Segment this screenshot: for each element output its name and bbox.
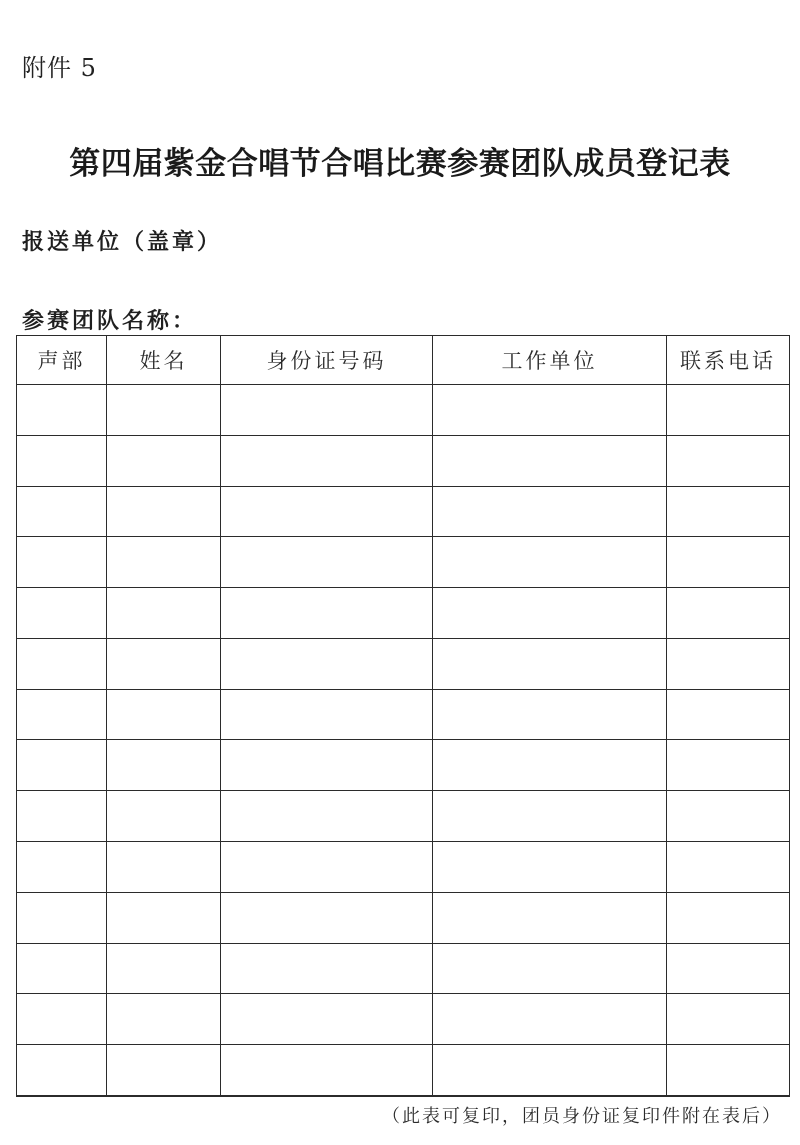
name-cell[interactable] <box>107 994 221 1045</box>
column-header-phone: 联系电话 <box>667 336 790 385</box>
column-header-id-number: 身份证号码 <box>221 336 433 385</box>
work-unit-cell[interactable] <box>433 943 667 994</box>
id-number-cell[interactable] <box>221 435 433 486</box>
name-cell[interactable] <box>107 892 221 943</box>
work-unit-cell[interactable] <box>433 588 667 639</box>
attachment-label: 附件 5 <box>22 54 97 82</box>
voice-part-cell[interactable] <box>17 740 107 791</box>
submitting-unit-label: 报送单位（盖章） <box>22 229 223 255</box>
table-row <box>17 588 790 639</box>
id-number-cell[interactable] <box>221 689 433 740</box>
id-number-cell[interactable] <box>221 842 433 893</box>
table-row <box>17 435 790 486</box>
voice-part-cell[interactable] <box>17 435 107 486</box>
name-cell[interactable] <box>107 537 221 588</box>
table-row <box>17 892 790 943</box>
table-row <box>17 1045 790 1096</box>
phone-cell[interactable] <box>667 994 790 1045</box>
phone-cell[interactable] <box>667 689 790 740</box>
work-unit-cell[interactable] <box>433 892 667 943</box>
work-unit-cell[interactable] <box>433 385 667 436</box>
voice-part-cell[interactable] <box>17 638 107 689</box>
voice-part-cell[interactable] <box>17 892 107 943</box>
phone-cell[interactable] <box>667 740 790 791</box>
table-row <box>17 486 790 537</box>
work-unit-cell[interactable] <box>433 740 667 791</box>
phone-cell[interactable] <box>667 943 790 994</box>
id-number-cell[interactable] <box>221 537 433 588</box>
registration-table <box>16 335 790 1097</box>
table-row <box>17 791 790 842</box>
phone-cell[interactable] <box>667 486 790 537</box>
work-unit-cell[interactable] <box>433 435 667 486</box>
name-cell[interactable] <box>107 486 221 537</box>
voice-part-cell[interactable] <box>17 791 107 842</box>
name-cell[interactable] <box>107 588 221 639</box>
phone-cell[interactable] <box>667 892 790 943</box>
work-unit-cell[interactable] <box>433 842 667 893</box>
name-cell[interactable] <box>107 385 221 436</box>
id-number-cell[interactable] <box>221 588 433 639</box>
table-row <box>17 385 790 436</box>
work-unit-cell[interactable] <box>433 638 667 689</box>
voice-part-cell[interactable] <box>17 689 107 740</box>
work-unit-cell[interactable] <box>433 791 667 842</box>
phone-cell[interactable] <box>667 537 790 588</box>
id-number-cell[interactable] <box>221 892 433 943</box>
name-cell[interactable] <box>107 842 221 893</box>
column-header-voice-part: 声部 <box>17 336 107 385</box>
work-unit-cell[interactable] <box>433 994 667 1045</box>
name-cell[interactable] <box>107 435 221 486</box>
table-header-row <box>17 336 790 385</box>
table-row <box>17 994 790 1045</box>
phone-cell[interactable] <box>667 385 790 436</box>
id-number-cell[interactable] <box>221 943 433 994</box>
phone-cell[interactable] <box>667 791 790 842</box>
work-unit-cell[interactable] <box>433 537 667 588</box>
column-header-name: 姓名 <box>107 336 221 385</box>
name-cell[interactable] <box>107 638 221 689</box>
table-row <box>17 537 790 588</box>
name-cell[interactable] <box>107 1045 221 1096</box>
id-number-cell[interactable] <box>221 740 433 791</box>
voice-part-cell[interactable] <box>17 943 107 994</box>
name-cell[interactable] <box>107 943 221 994</box>
voice-part-cell[interactable] <box>17 537 107 588</box>
id-number-cell[interactable] <box>221 638 433 689</box>
voice-part-cell[interactable] <box>17 588 107 639</box>
name-cell[interactable] <box>107 791 221 842</box>
footnote: （此表可复印，团员身份证复印件附在表后） <box>382 1106 782 1127</box>
voice-part-cell[interactable] <box>17 1045 107 1096</box>
table-row <box>17 943 790 994</box>
table-row <box>17 740 790 791</box>
phone-cell[interactable] <box>667 842 790 893</box>
work-unit-cell[interactable] <box>433 1045 667 1096</box>
id-number-cell[interactable] <box>221 994 433 1045</box>
work-unit-cell[interactable] <box>433 689 667 740</box>
phone-cell[interactable] <box>667 1045 790 1096</box>
name-cell[interactable] <box>107 689 221 740</box>
id-number-cell[interactable] <box>221 1045 433 1096</box>
id-number-cell[interactable] <box>221 791 433 842</box>
voice-part-cell[interactable] <box>17 994 107 1045</box>
voice-part-cell[interactable] <box>17 385 107 436</box>
phone-cell[interactable] <box>667 588 790 639</box>
column-header-work-unit: 工作单位 <box>433 336 667 385</box>
id-number-cell[interactable] <box>221 385 433 436</box>
phone-cell[interactable] <box>667 638 790 689</box>
table-row <box>17 842 790 893</box>
form-title: 第四届紫金合唱节合唱比赛参赛团队成员登记表 <box>69 146 731 182</box>
work-unit-cell[interactable] <box>433 486 667 537</box>
id-number-cell[interactable] <box>221 486 433 537</box>
table-row <box>17 689 790 740</box>
voice-part-cell[interactable] <box>17 842 107 893</box>
name-cell[interactable] <box>107 740 221 791</box>
team-name-label: 参赛团队名称： <box>22 308 198 334</box>
table-row <box>17 638 790 689</box>
table-body <box>17 385 790 1097</box>
voice-part-cell[interactable] <box>17 486 107 537</box>
phone-cell[interactable] <box>667 435 790 486</box>
